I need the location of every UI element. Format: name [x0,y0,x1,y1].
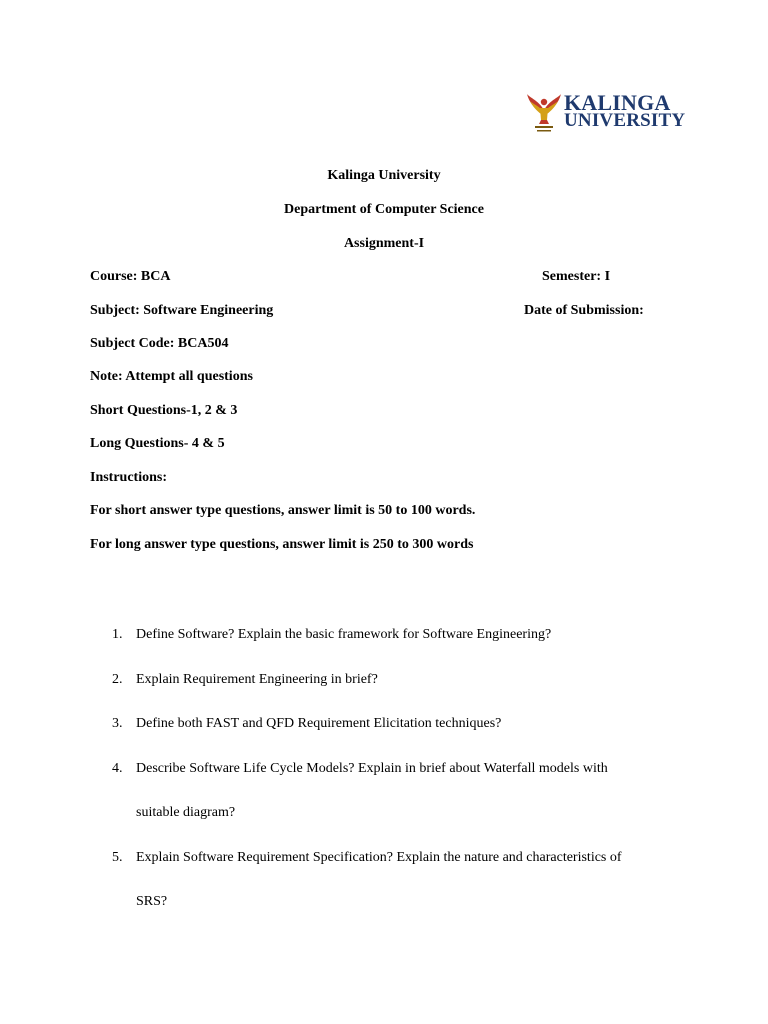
submission-date-label: Date of Submission: [524,303,644,318]
logo-line-1: KALINGA [564,90,671,115]
question-text-continued: SRS? [136,894,168,909]
logo-line-2: UNIVERSITY [564,110,686,131]
course-label: Course: BCA [90,269,171,284]
university-logo [526,90,686,134]
question-text: Define Software? Explain the basic framework for Software Engineering? [136,627,552,642]
subject-label: Subject: Software Engineering [90,303,274,318]
question-number: 5. [112,850,123,865]
question-text: Explain Software Requirement Specification? Explain the nature and characteristics of [136,850,622,865]
question-text-continued: suitable diagram? [136,805,236,820]
long-questions-label: Long Questions- 4 & 5 [90,436,225,451]
semester-label: Semester: I [542,269,611,284]
department-title: Department of Computer Science [284,202,484,217]
question-number: 1. [112,627,123,642]
instructions-heading: Instructions: [90,470,168,485]
short-answer-limit: For short answer type questions, answer limit is 50 to 100 words. [90,503,476,518]
emblem-icon [526,90,562,134]
assignment-title: Assignment-I [343,236,425,251]
question-text: Explain Requirement Engineering in brief? [136,672,378,687]
university-title: Kalinga University [327,168,441,183]
subject-code-label: Subject Code: BCA504 [90,336,229,351]
question-text: Define both FAST and QFD Requirement Elicitation techniques? [136,716,502,731]
long-answer-limit: For long answer type questions, answer limit is 250 to 300 words [90,537,474,552]
question-number: 2. [112,672,123,687]
question-number: 3. [112,716,123,731]
short-questions-label: Short Questions-1, 2 & 3 [90,403,238,418]
question-number: 4. [112,761,123,776]
note-label: Note: Attempt all questions [90,369,253,384]
question-text: Describe Software Life Cycle Models? Explain in brief about Waterfall models with [136,761,608,776]
